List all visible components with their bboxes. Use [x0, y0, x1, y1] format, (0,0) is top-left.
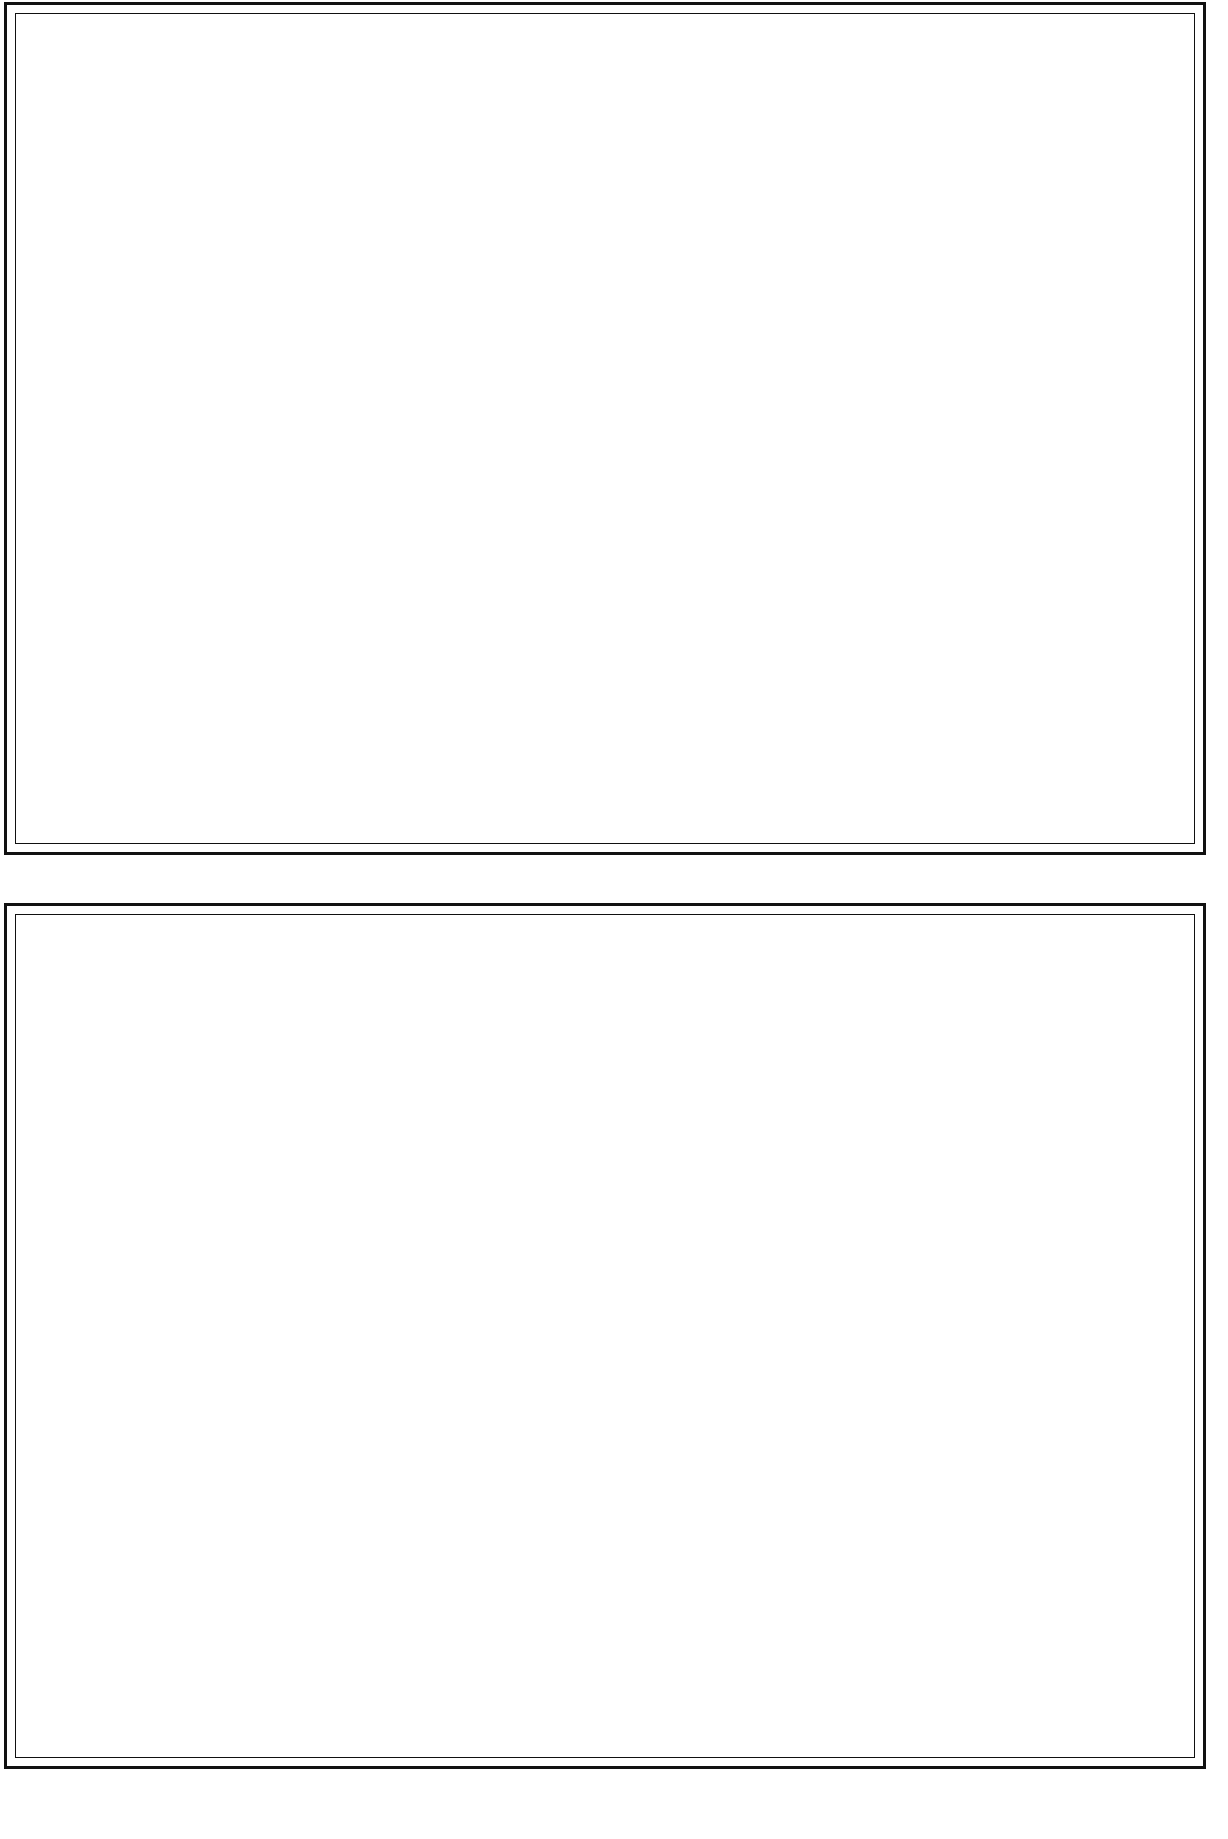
bottom-page-columns [16, 915, 1194, 1757]
top-page-columns [16, 14, 1194, 843]
bottom-page [4, 903, 1206, 1769]
bottom-page-frame [15, 914, 1195, 1758]
top-page-frame [15, 13, 1195, 844]
top-page [4, 2, 1206, 855]
